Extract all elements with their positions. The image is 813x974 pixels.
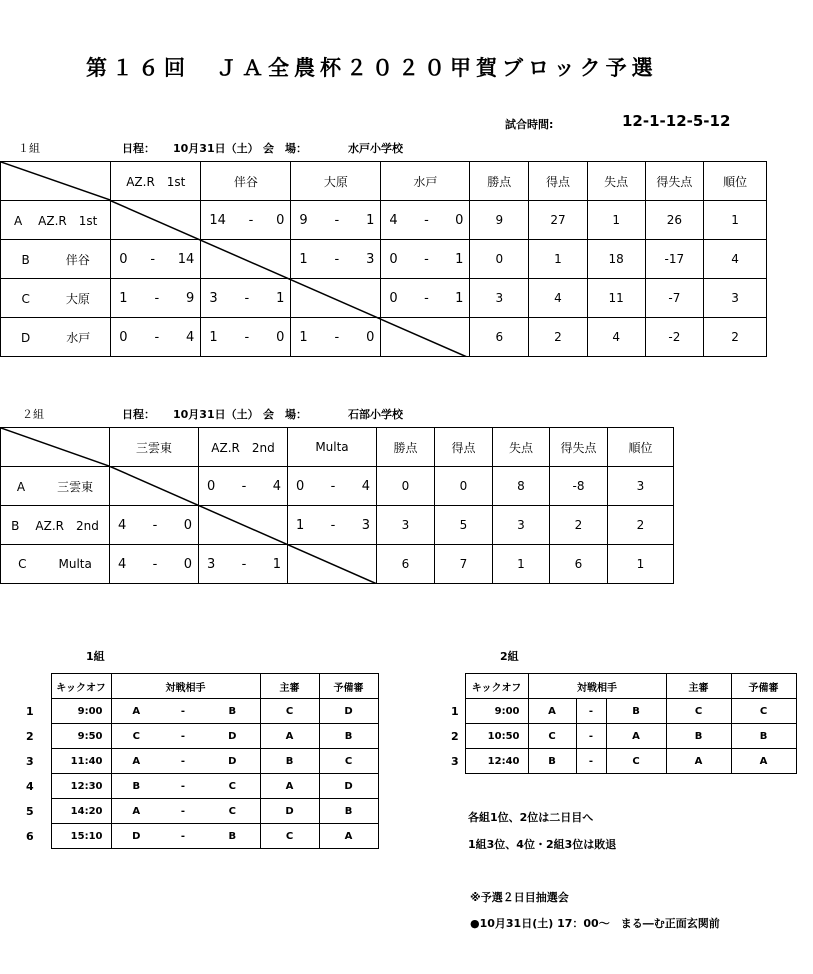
stat-cell: 1 <box>529 240 588 279</box>
vs-dash: - <box>576 724 606 749</box>
reserve-referee: A <box>319 824 378 849</box>
home-team: A <box>111 749 161 774</box>
group2-name: ２組 <box>22 408 44 421</box>
score-against: 4 <box>272 478 281 494</box>
score-against: 14 <box>177 251 195 267</box>
reserve-header: 予備審 <box>319 674 378 699</box>
match-number: 1 <box>26 704 34 718</box>
advance-note: 各組1位、2位は二日目へ <box>468 811 594 824</box>
referee: C <box>260 699 319 724</box>
stat-cell: 27 <box>529 201 588 240</box>
kickoff-time: 12:40 <box>465 749 528 774</box>
group1-name: １組 <box>18 142 40 155</box>
team-header: Multa <box>288 428 377 467</box>
score-for: 4 <box>118 556 127 572</box>
away-team: B <box>606 699 666 724</box>
referee: B <box>666 724 731 749</box>
referee: B <box>260 749 319 774</box>
match-time-value: 12-1-12-5-12 <box>622 112 731 130</box>
schedule-row <box>22 749 378 774</box>
kickoff-time: 9:00 <box>465 699 528 724</box>
stat-cell: 4 <box>704 240 767 279</box>
reserve-referee: A <box>731 749 796 774</box>
home-team: B <box>111 774 161 799</box>
team-row-label <box>1 318 111 357</box>
referee: A <box>260 774 319 799</box>
stat-cell: 2 <box>704 318 767 357</box>
reserve-referee: B <box>319 799 378 824</box>
page-title: 第１６回 ＪＡ全農杯２０２０甲賀ブロック予選 <box>86 56 658 80</box>
team-name: 伴谷 <box>65 252 90 267</box>
stat-cell: 1 <box>704 201 767 240</box>
team-row-label <box>1 506 110 545</box>
stat-cell: -2 <box>645 318 704 357</box>
score-dash: - <box>241 556 247 572</box>
kickoff-time: 12:30 <box>51 774 111 799</box>
reserve-referee: B <box>731 724 796 749</box>
vs-dash: - <box>161 774 205 799</box>
team-name: 水戸 <box>66 330 91 345</box>
score-dash: - <box>150 251 156 267</box>
stat-cell: 3 <box>377 506 435 545</box>
vs-dash: - <box>161 799 205 824</box>
score-against: 1 <box>276 290 285 306</box>
stat-cell: 8 <box>493 467 550 506</box>
team-row-label <box>1 201 111 240</box>
score-for: 0 <box>389 290 398 306</box>
away-team: A <box>606 724 666 749</box>
score-dash: - <box>154 329 160 345</box>
stat-cell: 2 <box>529 318 588 357</box>
score-dash: - <box>334 212 340 228</box>
referee: D <box>260 799 319 824</box>
team-row-label <box>1 467 110 506</box>
stat-header: 勝点 <box>470 162 529 201</box>
group2-date: 10月31日（土） <box>173 408 259 421</box>
stat-cell: 1 <box>608 545 674 584</box>
stat-cell: 6 <box>470 318 529 357</box>
corner-cell <box>1 428 110 467</box>
away-team: D <box>205 749 260 774</box>
row-letter: C <box>18 557 27 571</box>
score-against: 1 <box>366 212 375 228</box>
stat-cell: 6 <box>377 545 435 584</box>
header-row <box>1 162 767 201</box>
blank-cell <box>451 674 465 699</box>
home-team: B <box>528 749 576 774</box>
stat-cell: 5 <box>435 506 493 545</box>
score-dash: - <box>424 251 429 267</box>
score-for: 4 <box>118 517 127 533</box>
score-for: 3 <box>207 556 216 572</box>
score-for: 0 <box>296 478 305 494</box>
vs-dash: - <box>161 824 205 849</box>
referee-header: 主審 <box>260 674 319 699</box>
kickoff-time: 14:20 <box>51 799 111 824</box>
schedule-row <box>22 799 378 824</box>
score-for: 4 <box>389 212 398 228</box>
home-team: D <box>111 824 161 849</box>
group1-date: 10月31日（土） <box>173 142 259 155</box>
score-dash: - <box>248 212 254 228</box>
score-for: 1 <box>119 290 128 306</box>
group1-diagonal-line <box>109 200 467 357</box>
referee: A <box>666 749 731 774</box>
match-number: 3 <box>26 754 34 768</box>
stat-cell: 3 <box>608 467 674 506</box>
stat-cell: 3 <box>493 506 550 545</box>
team-name: AZ.R 1st <box>38 213 98 228</box>
kickoff-header: キックオフ <box>465 674 528 699</box>
group2-schedule-label: 日程： <box>122 408 155 421</box>
vs-dash: - <box>576 749 606 774</box>
team-row-label <box>1 240 111 279</box>
stat-cell: 3 <box>470 279 529 318</box>
row-letter: B <box>21 252 30 267</box>
group2-venue: 石部小学校 <box>348 408 403 421</box>
stat-header: 得点 <box>435 428 493 467</box>
team-name: 三雲東 <box>57 479 94 494</box>
score-against: 9 <box>186 290 195 306</box>
stat-header: 勝点 <box>377 428 435 467</box>
score-dash: - <box>152 556 158 572</box>
match-time-label: 試合時間: <box>505 118 554 131</box>
reserve-referee: D <box>319 774 378 799</box>
away-team: D <box>205 724 260 749</box>
score-dash: - <box>154 290 160 306</box>
score-for: 1 <box>299 251 308 267</box>
schedule1-table <box>22 673 379 849</box>
match-number: 6 <box>26 829 34 843</box>
kickoff-time: 11:40 <box>51 749 111 774</box>
reserve-referee: D <box>319 699 378 724</box>
vs-dash: - <box>161 749 205 774</box>
away-team: B <box>205 824 260 849</box>
away-team: C <box>205 799 260 824</box>
team-name: 大原 <box>65 291 90 306</box>
team-header: AZ.R 2nd <box>199 428 288 467</box>
schedule2-title: 2組 <box>500 650 519 663</box>
team-header: AZ.R 1st <box>111 162 201 201</box>
home-team: C <box>528 724 576 749</box>
score-for: 0 <box>119 329 128 345</box>
stat-cell: -17 <box>645 240 704 279</box>
schedule-header-row <box>451 674 796 699</box>
schedule-row <box>451 724 796 749</box>
referee: C <box>260 824 319 849</box>
score-dash: - <box>152 517 158 533</box>
row-letter: A <box>16 479 26 494</box>
stat-cell: 18 <box>587 240 645 279</box>
score-against: 1 <box>455 290 464 306</box>
score-dash: - <box>334 251 340 267</box>
score-dash: - <box>424 290 429 306</box>
score-dash: - <box>244 290 250 306</box>
score-against: 0 <box>183 556 192 572</box>
stat-header: 失点 <box>493 428 550 467</box>
schedule-row <box>22 724 378 749</box>
stat-cell: -7 <box>645 279 704 318</box>
stat-header: 順位 <box>608 428 674 467</box>
score-against: 0 <box>183 517 192 533</box>
team-name: AZ.R 2nd <box>35 518 99 533</box>
team-header: 大原 <box>291 162 381 201</box>
score-against: 0 <box>455 212 464 228</box>
kickoff-header: キックオフ <box>51 674 111 699</box>
score-against: 3 <box>361 517 370 533</box>
score-for: 0 <box>389 251 398 267</box>
score-against: 4 <box>361 478 370 494</box>
vs-dash: - <box>161 699 205 724</box>
home-team: A <box>111 699 161 724</box>
score-against: 0 <box>366 329 375 345</box>
group2-diagonal-line <box>109 466 377 584</box>
away-team: C <box>205 774 260 799</box>
stat-cell: 26 <box>645 201 704 240</box>
schedule1-title: 1組 <box>86 650 105 663</box>
score-against: 4 <box>186 329 195 345</box>
group1-venue: 水戸小学校 <box>348 142 403 155</box>
schedule-header-row <box>22 674 378 699</box>
score-for: 14 <box>209 212 226 228</box>
stat-cell: 6 <box>550 545 608 584</box>
referee: A <box>260 724 319 749</box>
stat-header: 失点 <box>587 162 645 201</box>
home-team: A <box>528 699 576 724</box>
header-row <box>1 428 674 467</box>
group1-venue-label: 会 場： <box>263 142 307 155</box>
row-letter: A <box>13 213 23 228</box>
kickoff-time: 9:50 <box>51 724 111 749</box>
referee: C <box>666 699 731 724</box>
schedule-row <box>22 774 378 799</box>
match-number: 4 <box>26 779 34 793</box>
score-against: 1 <box>455 251 464 267</box>
opponent-header: 対戦相手 <box>111 674 260 699</box>
score-dash: - <box>330 517 336 533</box>
match-number: 3 <box>451 754 459 768</box>
score-dash: - <box>424 212 429 228</box>
score-against: 0 <box>276 329 285 345</box>
reserve-referee: C <box>731 699 796 724</box>
stat-cell: 9 <box>470 201 529 240</box>
blank-cell <box>22 674 51 699</box>
score-for: 9 <box>299 212 308 228</box>
referee-header: 主審 <box>666 674 731 699</box>
team-row-label <box>1 279 111 318</box>
stat-cell: 0 <box>435 467 493 506</box>
match-number: 5 <box>26 804 34 818</box>
score-for: 1 <box>209 329 218 345</box>
stat-cell: 3 <box>704 279 767 318</box>
corner-cell <box>1 162 111 201</box>
vs-dash: - <box>576 699 606 724</box>
team-name: Multa <box>58 557 92 571</box>
score-dash: - <box>241 478 247 494</box>
stat-header: 得失点 <box>550 428 608 467</box>
schedule-row <box>22 699 378 724</box>
stat-cell: 1 <box>493 545 550 584</box>
vs-dash: - <box>161 724 205 749</box>
team-row-label <box>1 545 110 584</box>
score-dash: - <box>244 329 250 345</box>
stat-cell: 1 <box>587 201 645 240</box>
team-header: 伴谷 <box>201 162 291 201</box>
stat-cell: 4 <box>529 279 588 318</box>
stat-header: 得失点 <box>645 162 704 201</box>
stat-cell: 0 <box>377 467 435 506</box>
score-dash: - <box>330 478 336 494</box>
away-team: C <box>606 749 666 774</box>
draw-title: ※予選２日目抽選会 <box>470 891 569 904</box>
stat-cell: 0 <box>470 240 529 279</box>
score-for: 0 <box>119 251 128 267</box>
reserve-header: 予備審 <box>731 674 796 699</box>
stat-cell: 7 <box>435 545 493 584</box>
score-dash: - <box>334 329 340 345</box>
score-for: 1 <box>299 329 308 345</box>
stat-header: 順位 <box>704 162 767 201</box>
score-for: 0 <box>207 478 216 494</box>
stat-cell: 2 <box>550 506 608 545</box>
score-for: 3 <box>209 290 218 306</box>
away-team: B <box>205 699 260 724</box>
opponent-header: 対戦相手 <box>528 674 666 699</box>
kickoff-time: 10:50 <box>465 724 528 749</box>
group2-venue-label: 会 場： <box>263 408 307 421</box>
stat-cell: 2 <box>608 506 674 545</box>
team-header: 水戸 <box>381 162 470 201</box>
match-number: 1 <box>451 704 459 718</box>
match-number: 2 <box>26 729 34 743</box>
match-number: 2 <box>451 729 459 743</box>
team-header: 三雲東 <box>110 428 199 467</box>
stat-header: 得点 <box>529 162 588 201</box>
elimination-note: 1組3位、4位・2組3位は敗退 <box>468 838 617 851</box>
row-letter: B <box>11 518 20 533</box>
row-letter: D <box>21 330 31 345</box>
home-team: A <box>111 799 161 824</box>
score-for: 1 <box>296 517 305 533</box>
stat-cell: 4 <box>587 318 645 357</box>
draw-detail: ●10月31日(土) 17：00～ まる―む正面玄関前 <box>470 917 720 930</box>
reserve-referee: C <box>319 749 378 774</box>
kickoff-time: 9:00 <box>51 699 111 724</box>
schedule2-table <box>451 673 797 774</box>
stat-cell: -8 <box>550 467 608 506</box>
group1-schedule-label: 日程： <box>122 142 155 155</box>
stat-cell: 11 <box>587 279 645 318</box>
score-against: 3 <box>366 251 375 267</box>
score-against: 0 <box>276 212 285 228</box>
schedule-row <box>451 749 796 774</box>
score-against: 1 <box>272 556 281 572</box>
schedule-row <box>22 824 378 849</box>
row-letter: C <box>21 291 30 306</box>
reserve-referee: B <box>319 724 378 749</box>
schedule-row <box>451 699 796 724</box>
home-team: C <box>111 724 161 749</box>
kickoff-time: 15:10 <box>51 824 111 849</box>
